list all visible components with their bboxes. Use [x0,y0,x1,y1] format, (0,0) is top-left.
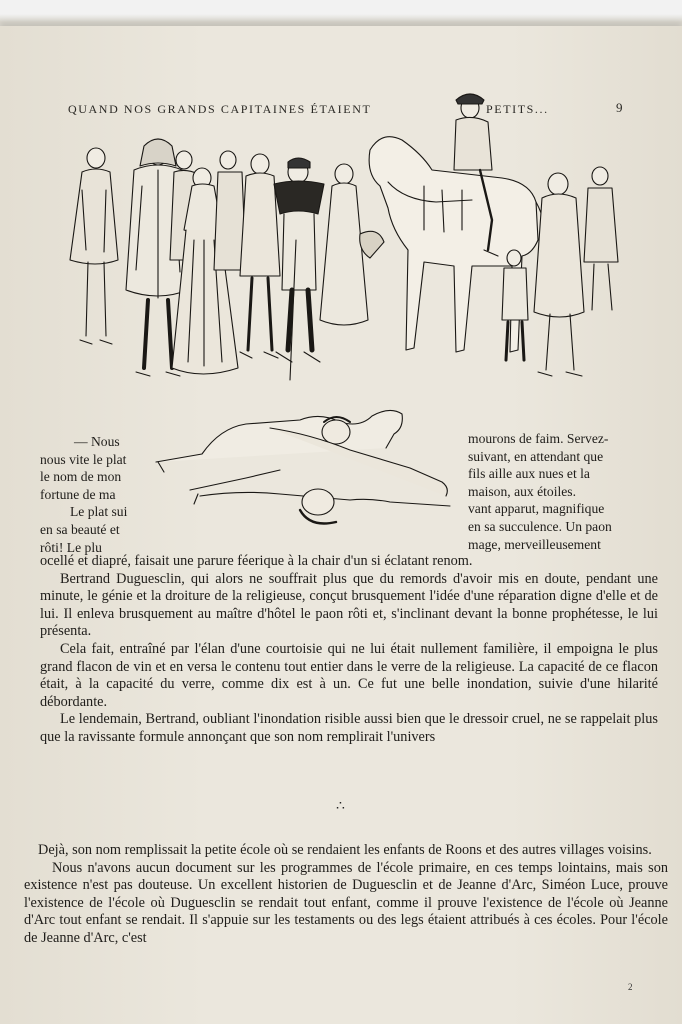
body-text-upper [40,553,658,747]
wrap-left-line: Le plat sui [70,504,128,520]
villager-figure [274,158,324,380]
wrap-right-line: fils aille aux nues et la [468,466,590,482]
wrap-text-left [40,433,150,556]
paragraph-continuation: ocellé et diapré, faisait une parure féerique à la chair d'un si éclatant renom. [40,553,473,569]
wrap-right-line: en sa succulence. Un paon [468,518,612,534]
wrap-right-line: vant apparut, magnifique [468,501,605,517]
wrap-right-line: maison, aux étoiles. [468,483,576,499]
wrap-left-line: rôti! Le plu [40,539,102,555]
wrap-left-line: fortune de ma [40,486,116,502]
paragraph: Le lendemain, Bertrand, oubliant l'inondation risible aussi bien que le dressoir cruel, ne se rappelait plus que la ravissante formule annonçant que son nom remplirait l'univers [40,711,658,745]
villager-figure [584,167,618,310]
paragraph: Cela fait, entraîné par l'élan d'une courtoisie qui ne lui était nullement familière, il empoigna le plus grand flacon de vin et en versa le contenu tout entier dans le verre de la religieuse. La capacité de ce flacon était, à la capacité du verre, comme dix est à un. Ce fut une belle inondation, suivie d'une hilarité débordante. [40,640,658,710]
paragraph: Bertrand Duguesclin, qui alors ne souffrait plus que du remords d'avoir mis en doute, pendant une minute, le génie et la droiture de la religieuse, conçut brusquement l'idée d'une réparation digne d'elle et de lui. Il enleva brusquement au maître d'hôtel le paon rôti et, s'inclinant devant la bonne prophétesse, le lui présenta. [40,570,658,640]
crowd-illustration [52,90,642,390]
running-title-right: PETITS... [486,102,549,116]
section-break-ornament: ∴ [336,798,347,814]
wrap-left-line: en sa beauté et [40,521,120,537]
villager-figure [320,164,384,325]
wrap-left-line: — Nous [74,434,120,449]
wrap-left-line: le nom de mon [40,469,122,485]
signature-mark: 2 [628,982,633,992]
wrap-left-line: nous vite le plat [40,451,127,467]
villager-figure [534,173,584,376]
wrestling-boys-illustration [150,398,465,533]
running-title-left: QUAND NOS GRANDS CAPITAINES ÉTAIENT [68,102,372,116]
wrap-right-line: mourons de faim. Servez- [468,431,609,446]
page-number: 9 [616,100,623,115]
villager-figure [70,148,118,344]
wrap-right-line: suivant, en attendant que [468,448,604,464]
paragraph: Nous n'avons aucun document sur les programmes de l'école primaire, en ces temps lointains, mais son existence n'est pas douteuse. Un excellent historien de Duguesclin et de Jeanne d'Arc, Siméon Luce, prouve l'existence de l'école où Duguesclin se rendait tout enfant, comme il prouve l'existence de l'école où Jeanne d'Arc tout enfant se rendait. Il s'appuie sur les testaments ou des legs étaient attribués à ces écoles. Pour l'école de Jeanne d'Arc, c'est [24,859,668,946]
body-text-lower [24,842,668,948]
paragraph: Dejà, son nom remplissait la petite école où se rendaient les enfants de Roons et des autres villages voisins. [38,842,652,858]
wrap-text-right [468,430,648,553]
wrap-right-line: mage, merveilleusement [468,536,601,552]
